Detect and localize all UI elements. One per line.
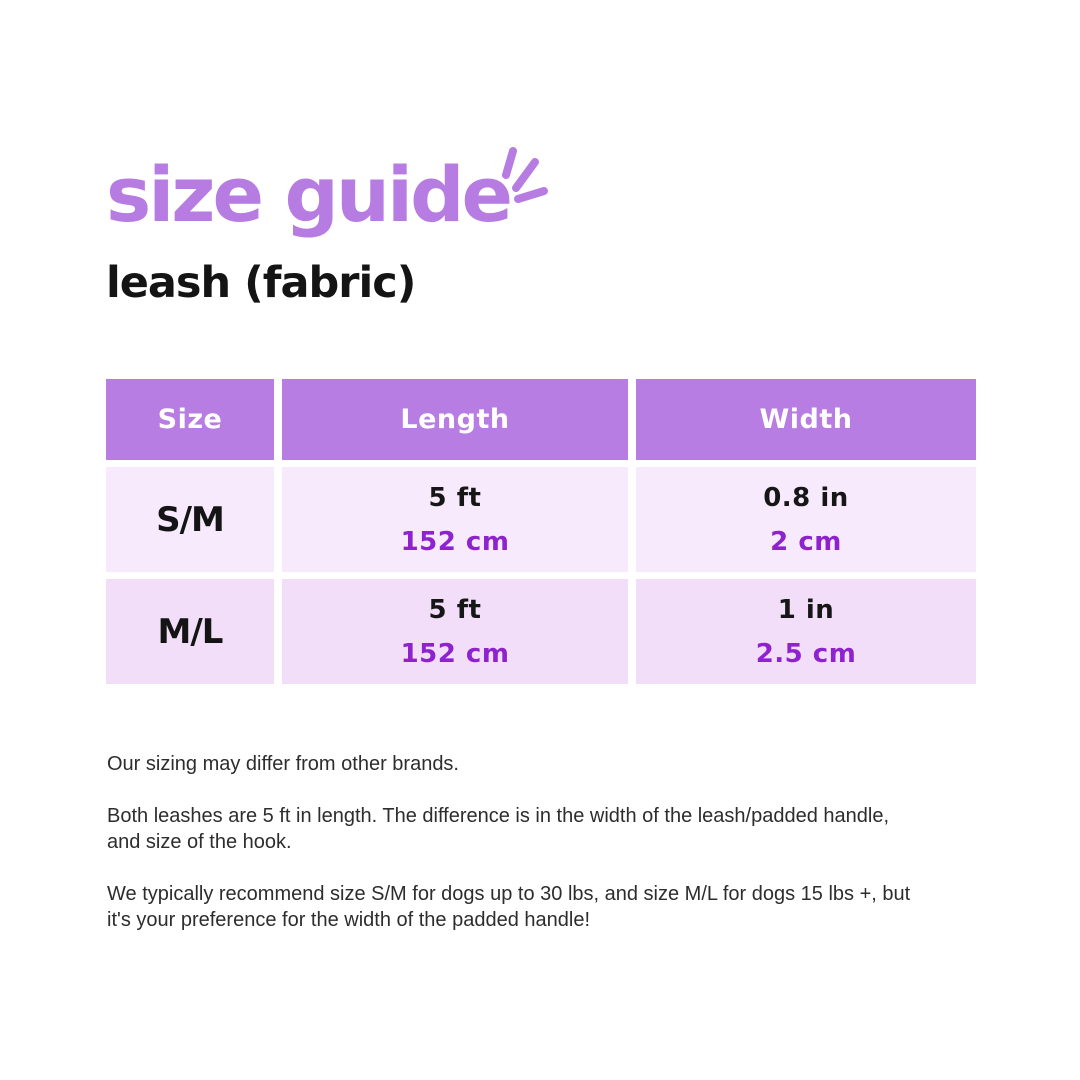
length-metric-value: 152 cm (400, 526, 510, 557)
page-subtitle: leash (fabric) (106, 258, 416, 308)
width-imperial-value: 1 in (777, 594, 835, 625)
table-row-2-size-label: M/L (106, 579, 274, 684)
sparkle-icon (498, 142, 550, 206)
table-row-1-length-cell (282, 467, 628, 572)
length-metric-value: 152 cm (400, 638, 510, 669)
note-line: Both leashes are 5 ft in length. The difference is in the width of the leash/padded handle, (107, 805, 890, 827)
note-paragraph (107, 803, 987, 855)
table-row-1-size-label: S/M (106, 467, 274, 572)
width-metric-value: 2 cm (770, 526, 842, 557)
column-header-size: Size (106, 379, 274, 460)
table-row-1-width-cell (636, 467, 976, 572)
table-row-2-width-cell (636, 579, 976, 684)
length-imperial-value: 5 ft (428, 482, 482, 513)
sizing-notes (107, 751, 987, 959)
note-paragraph (107, 881, 987, 933)
width-metric-value: 2.5 cm (755, 638, 857, 669)
table-row-2-length-cell (282, 579, 628, 684)
note-line: We typically recommend size S/M for dogs up to 30 lbs, and size M/L for dogs 15 lbs +, but (107, 883, 911, 905)
note-line: Our sizing may differ from other brands. (107, 753, 459, 775)
size-table (106, 379, 976, 684)
width-imperial-value: 0.8 in (763, 482, 849, 513)
note-line: it's your preference for the width of the padded handle! (107, 909, 591, 931)
column-header-width: Width (636, 379, 976, 460)
page-title: size guide (106, 150, 511, 239)
note-paragraph (107, 751, 987, 777)
length-imperial-value: 5 ft (428, 594, 482, 625)
column-header-length: Length (282, 379, 628, 460)
note-line: and size of the hook. (107, 831, 292, 853)
